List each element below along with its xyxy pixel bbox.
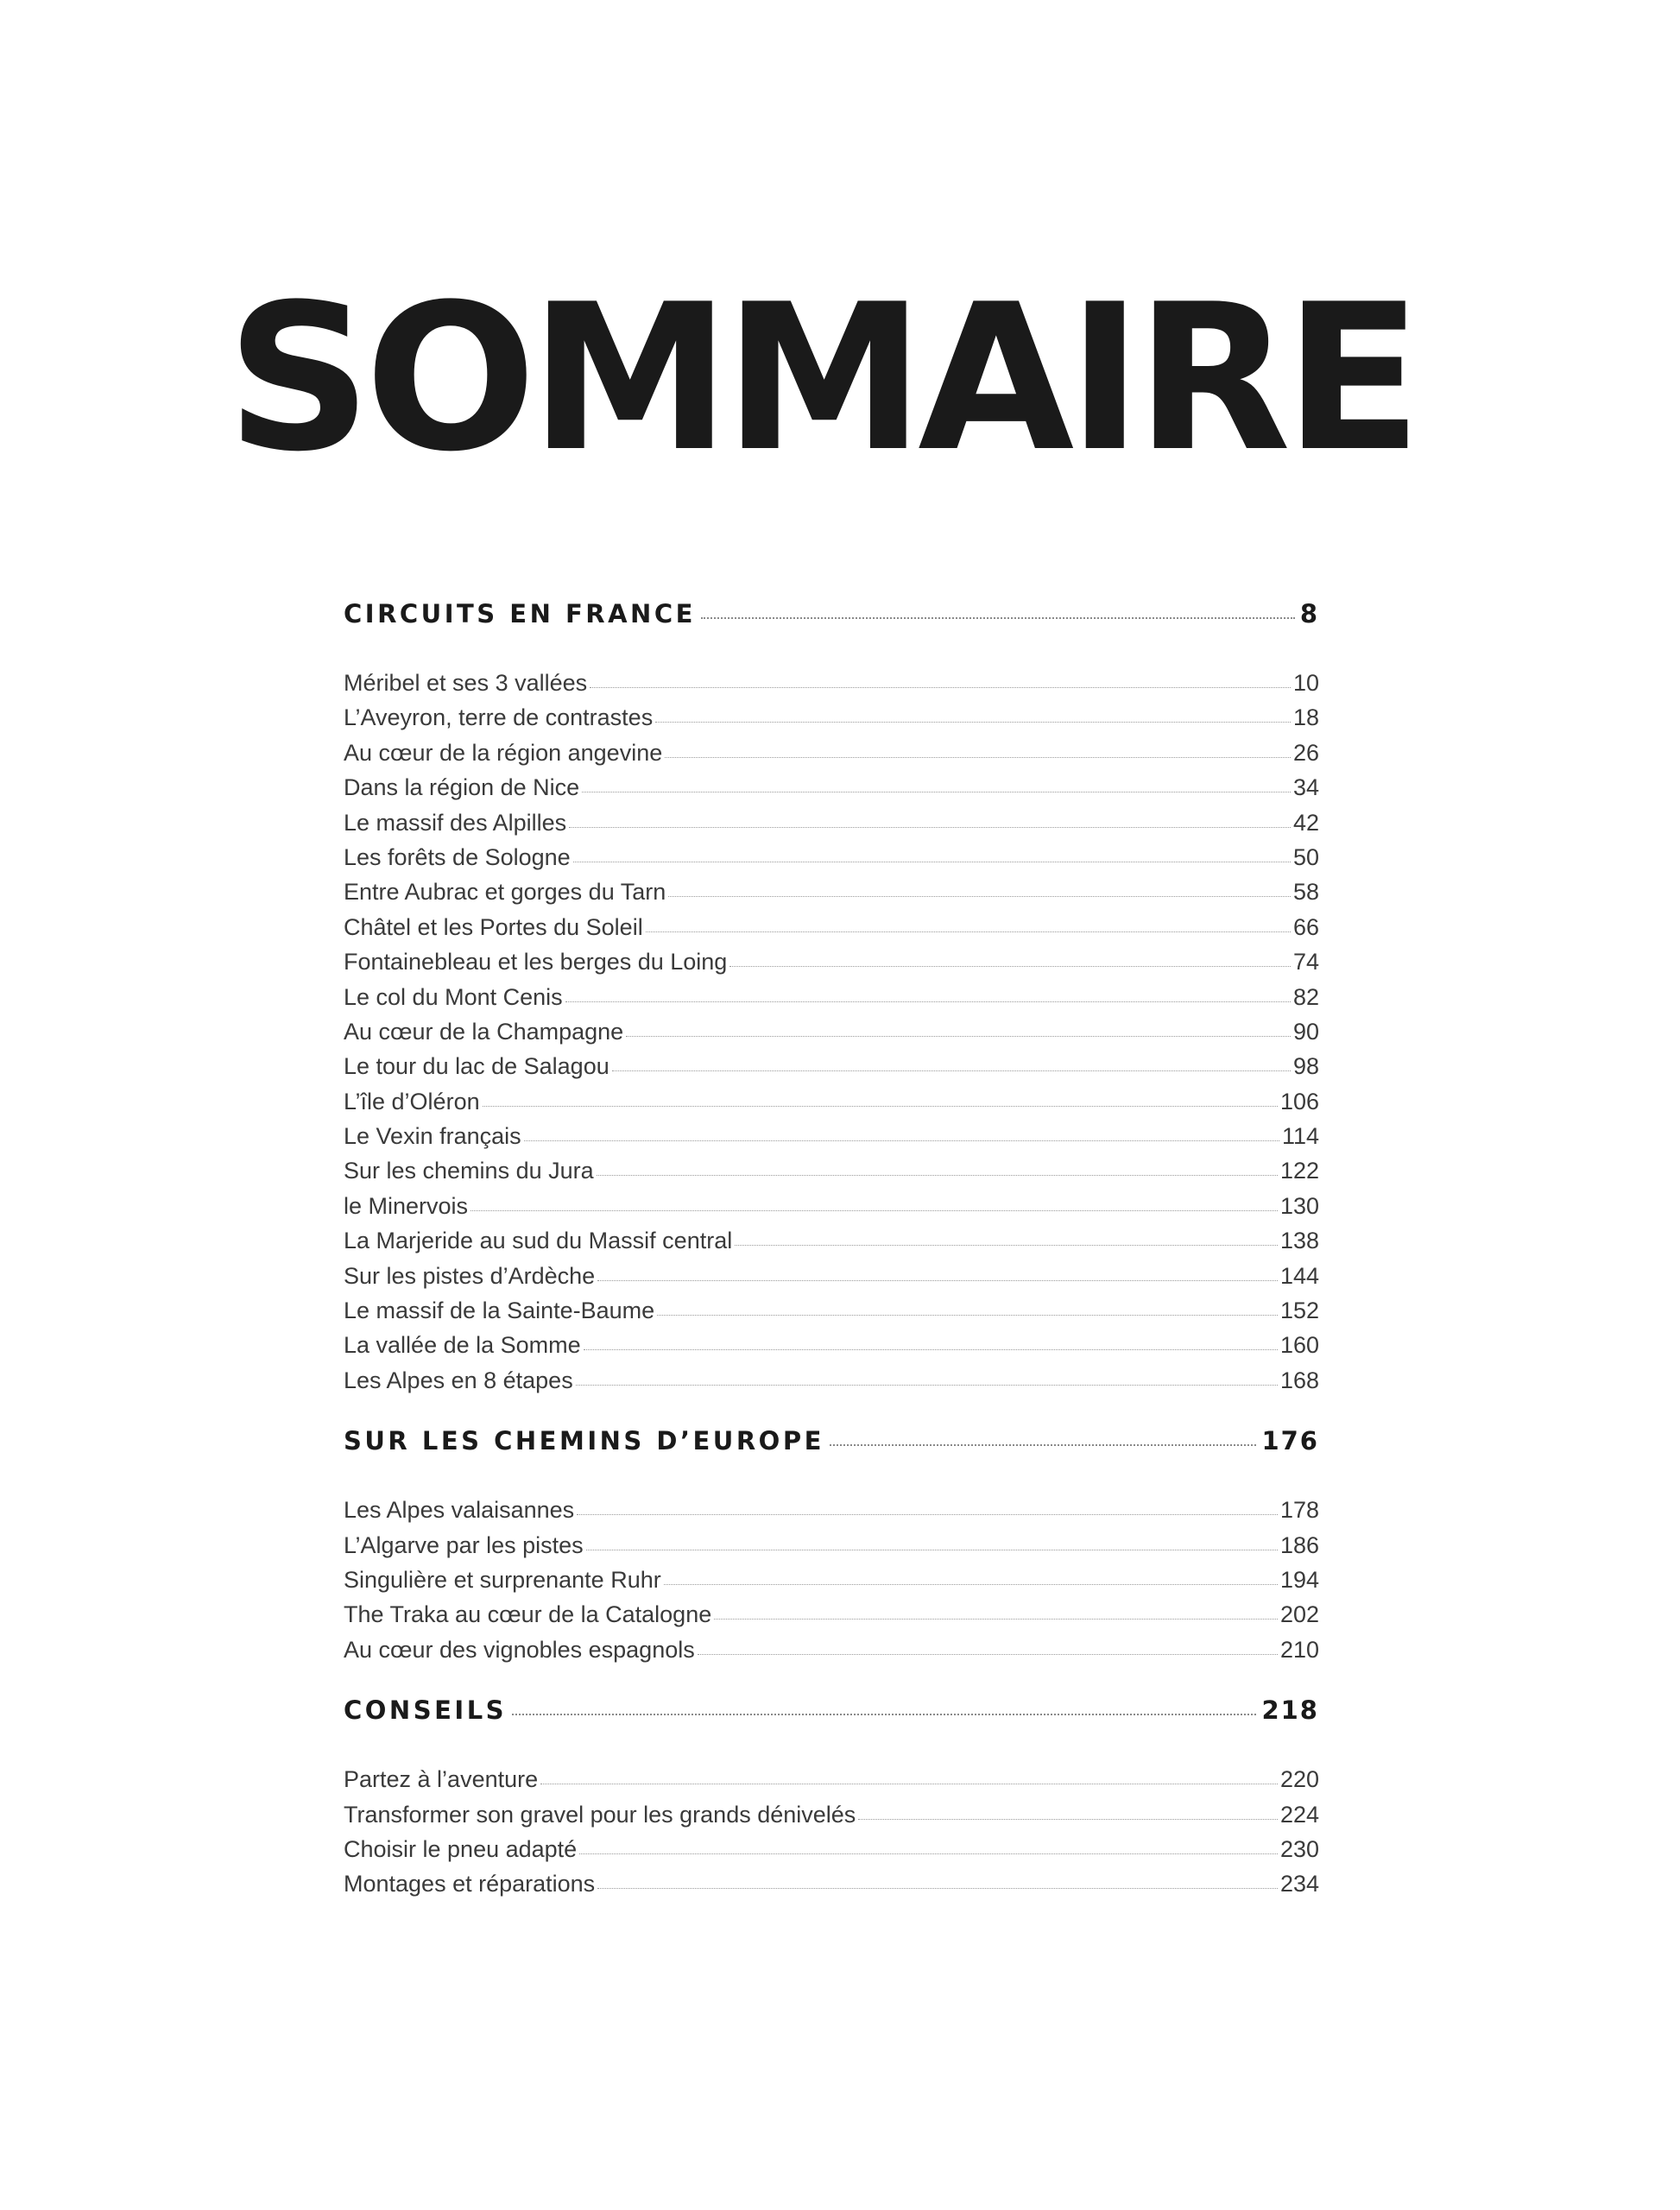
toc-entry (344, 879, 1319, 913)
toc-entry (344, 1871, 1319, 1905)
entry-page-number: 98 (1292, 1053, 1319, 1080)
section-heading-label: CONSEILS (344, 1695, 508, 1726)
section-heading-label: SUR LES CHEMINS D’EUROPE (344, 1426, 824, 1456)
entry-label: Transformer son gravel pour les grands dénivelés (344, 1801, 856, 1828)
dot-leader (584, 1349, 1278, 1350)
entry-label: Singulière et surprenante Ruhr (344, 1566, 661, 1593)
entry-page-number: 202 (1279, 1601, 1319, 1628)
section-page-number: 8 (1299, 599, 1319, 628)
dot-leader (729, 966, 1291, 967)
entry-page-number: 106 (1279, 1088, 1319, 1114)
dot-leader (576, 1385, 1278, 1386)
section-heading (344, 1426, 1319, 1469)
entry-label: Sur les pistes d’Ardèche (344, 1262, 596, 1289)
entry-page-number: 82 (1292, 983, 1319, 1010)
toc-entry (344, 704, 1319, 739)
entry-page-number: 34 (1292, 774, 1319, 801)
toc-entry (344, 1836, 1319, 1871)
dot-leader (698, 1654, 1278, 1655)
entry-page-number: 168 (1279, 1367, 1319, 1393)
toc-section (344, 599, 1319, 1402)
entry-label: Les Alpes en 8 étapes (344, 1367, 573, 1393)
entry-page-number: 130 (1279, 1192, 1319, 1219)
entry-label: Choisir le pneu adapté (344, 1835, 578, 1862)
dot-leader (471, 1210, 1278, 1211)
entry-page-number: 10 (1292, 670, 1319, 696)
section-heading-label: CIRCUITS EN FRANCE (344, 599, 696, 628)
dot-leader (668, 896, 1291, 897)
dot-leader (590, 687, 1291, 688)
toc-entry (344, 1263, 1319, 1298)
toc-entry (344, 740, 1319, 774)
toc-entry (344, 810, 1319, 844)
entry-page-number: 144 (1279, 1262, 1319, 1289)
toc-entry (344, 1802, 1319, 1836)
toc-entry (344, 1637, 1319, 1671)
entry-label: Au cœur des vignobles espagnols (344, 1636, 695, 1663)
toc-section (344, 1426, 1319, 1671)
entry-label: Entre Aubrac et gorges du Tarn (344, 879, 666, 906)
toc-entry (344, 984, 1319, 1019)
entry-page-number: 230 (1279, 1835, 1319, 1862)
table-of-contents (344, 599, 1319, 1930)
dot-leader (626, 1036, 1291, 1037)
toc-entry (344, 1766, 1319, 1801)
toc-entry (344, 1497, 1319, 1531)
dot-leader (565, 1001, 1291, 1002)
dot-leader (524, 1140, 1279, 1141)
entry-page-number: 18 (1292, 704, 1319, 731)
entry-label: The Traka au cœur de la Catalogne (344, 1601, 712, 1628)
entry-label: Méribel et ses 3 vallées (344, 670, 588, 696)
entry-page-number: 160 (1279, 1332, 1319, 1359)
toc-entry (344, 949, 1319, 983)
dot-leader (655, 722, 1291, 723)
entry-page-number: 152 (1279, 1298, 1319, 1324)
entry-label: L’Algarve par les pistes (344, 1531, 584, 1558)
dot-leader (701, 617, 1295, 619)
section-heading (344, 599, 1319, 642)
toc-entry (344, 1298, 1319, 1332)
entry-label: le Minervois (344, 1192, 469, 1219)
entry-label: Montages et réparations (344, 1871, 596, 1897)
toc-entry (344, 1332, 1319, 1367)
toc-section (344, 1695, 1319, 1906)
dot-leader (597, 1175, 1278, 1176)
dot-leader (612, 1070, 1291, 1071)
entry-page-number: 90 (1292, 1018, 1319, 1045)
entry-page-number: 224 (1279, 1801, 1319, 1828)
entry-label: La Marjeride au sud du Massif central (344, 1228, 733, 1254)
entry-page-number: 114 (1281, 1123, 1319, 1150)
toc-entry (344, 1228, 1319, 1262)
dot-leader (579, 1853, 1278, 1854)
entry-page-number: 58 (1292, 879, 1319, 906)
entry-label: Sur les chemins du Jura (344, 1158, 594, 1184)
entry-label: Fontainebleau et les berges du Loing (344, 949, 728, 976)
dot-leader (597, 1888, 1278, 1889)
entry-page-number: 42 (1292, 809, 1319, 836)
entry-page-number: 50 (1292, 843, 1319, 870)
entry-label: Le col du Mont Cenis (344, 983, 563, 1010)
entry-page-number: 122 (1279, 1158, 1319, 1184)
toc-entry (344, 1089, 1319, 1123)
toc-entry (344, 1053, 1319, 1088)
entry-label: Au cœur de la région angevine (344, 739, 663, 766)
entry-label: Partez à l’aventure (344, 1766, 539, 1793)
dot-leader (577, 1514, 1278, 1515)
dot-leader (665, 757, 1291, 758)
entry-page-number: 138 (1279, 1228, 1319, 1254)
entry-label: Le Vexin français (344, 1123, 521, 1150)
dot-leader (735, 1245, 1278, 1246)
toc-entry (344, 844, 1319, 879)
dot-leader (714, 1619, 1278, 1620)
entry-page-number: 74 (1292, 949, 1319, 976)
dot-leader (657, 1315, 1278, 1316)
entry-page-number: 234 (1279, 1871, 1319, 1897)
toc-entry (344, 1158, 1319, 1192)
dot-leader (483, 1106, 1278, 1107)
toc-entry (344, 1567, 1319, 1601)
toc-entry (344, 1367, 1319, 1402)
entry-label: Châtel et les Portes du Soleil (344, 913, 643, 940)
page-title: SOMMAIRE (226, 262, 1416, 496)
entry-label: L’île d’Oléron (344, 1088, 480, 1114)
entry-page-number: 66 (1292, 913, 1319, 940)
entry-page-number: 178 (1279, 1497, 1319, 1524)
entry-label: Le tour du lac de Salagou (344, 1053, 609, 1080)
toc-entry (344, 1019, 1319, 1053)
entry-label: Dans la région de Nice (344, 774, 580, 801)
section-page-number: 176 (1261, 1426, 1319, 1456)
entry-label: Le massif de la Sainte-Baume (344, 1298, 655, 1324)
entry-label: Le massif des Alpilles (344, 809, 567, 836)
dot-leader (858, 1819, 1278, 1820)
toc-entry (344, 1601, 1319, 1636)
entry-label: La vallée de la Somme (344, 1332, 581, 1359)
toc-entry (344, 1123, 1319, 1158)
toc-entry (344, 774, 1319, 809)
dot-leader (830, 1444, 1257, 1446)
entry-page-number: 220 (1279, 1766, 1319, 1793)
dot-leader (597, 1280, 1278, 1281)
dot-leader (646, 931, 1291, 932)
entry-label: Les Alpes valaisannes (344, 1497, 575, 1524)
entry-page-number: 186 (1279, 1531, 1319, 1558)
entry-page-number: 26 (1292, 739, 1319, 766)
toc-entry (344, 1532, 1319, 1567)
toc-entry (344, 1193, 1319, 1228)
entry-page-number: 210 (1279, 1636, 1319, 1663)
entry-page-number: 194 (1279, 1566, 1319, 1593)
toc-entry (344, 670, 1319, 704)
dot-leader (569, 827, 1291, 828)
entry-label: Les forêts de Sologne (344, 843, 571, 870)
entry-list (344, 670, 1319, 1402)
toc-entry (344, 914, 1319, 949)
dot-leader (664, 1584, 1278, 1585)
entry-label: L’Aveyron, terre de contrastes (344, 704, 654, 731)
dot-leader (512, 1714, 1256, 1715)
entry-list (344, 1766, 1319, 1906)
section-heading (344, 1695, 1319, 1739)
entry-label: Au cœur de la Champagne (344, 1018, 624, 1045)
entry-list (344, 1497, 1319, 1671)
section-page-number: 218 (1261, 1695, 1319, 1726)
